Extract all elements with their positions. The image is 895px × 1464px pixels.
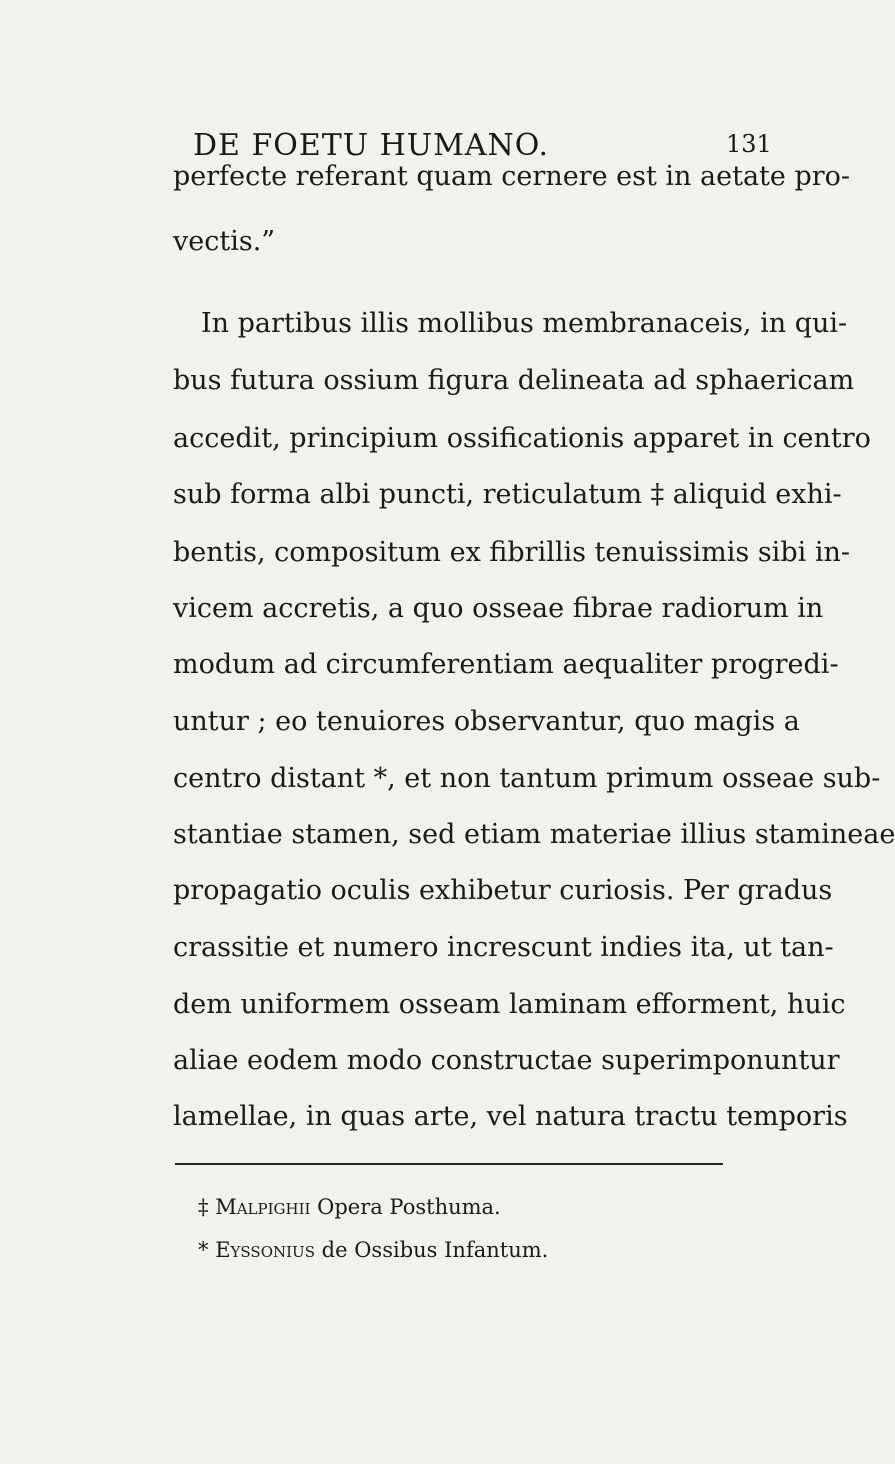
text-line: crassitie et numero increscunt indies ita, ut tan- [173, 932, 834, 963]
text-line: lamellae, in quas arte, vel natura tractu temporis [173, 1101, 848, 1132]
text-line: sub forma albi puncti, reticulatum ‡ aliquid exhi- [173, 479, 842, 510]
text-line: dem uniformem osseam laminam efforment, huic [173, 989, 846, 1020]
text-line: vectis.” [173, 226, 276, 257]
footnote-rule [175, 1163, 723, 1165]
text-line: In partibus illis mollibus membranaceis, in qui- [201, 308, 848, 339]
running-title: DE FOETU HUMANO. [193, 128, 550, 163]
text-line: accedit, principium ossificationis apparet in centro [173, 423, 871, 454]
footnote-text: de Ossibus Infantum. [321, 1238, 549, 1262]
text-line: propagatio oculis exhibetur curiosis. Per gradus [173, 875, 833, 906]
page-number: 131 [726, 130, 772, 158]
footnote-author: Malpighii [215, 1195, 311, 1219]
footnote [198, 1238, 548, 1262]
footnote-mark: ‡ [198, 1195, 209, 1219]
text-line: untur ; eo tenuiores observantur, quo magis a [173, 706, 800, 737]
text-line: bentis, compositum ex fibrillis tenuissimis sibi in- [173, 537, 850, 568]
text-line: aliae eodem modo constructae superimponuntur [173, 1045, 840, 1076]
text-line: stantiae stamen, sed etiam materiae illius stamineae [173, 819, 895, 850]
footnote [198, 1195, 501, 1219]
footnote-text: Opera Posthuma. [317, 1195, 501, 1219]
text-line: modum ad circumferentiam aequaliter progredi- [173, 649, 839, 680]
text-line: vicem accretis, a quo osseae fibrae radiorum in [173, 593, 824, 624]
footnote-author: Eyssonius [215, 1238, 315, 1262]
text-line: centro distant *, et non tantum primum osseae sub- [173, 763, 881, 794]
footnote-mark: * [198, 1238, 209, 1262]
text-line: perfecte referant quam cernere est in aetate pro- [173, 161, 851, 192]
text-line: bus futura ossium figura delineata ad sphaericam [173, 365, 855, 396]
